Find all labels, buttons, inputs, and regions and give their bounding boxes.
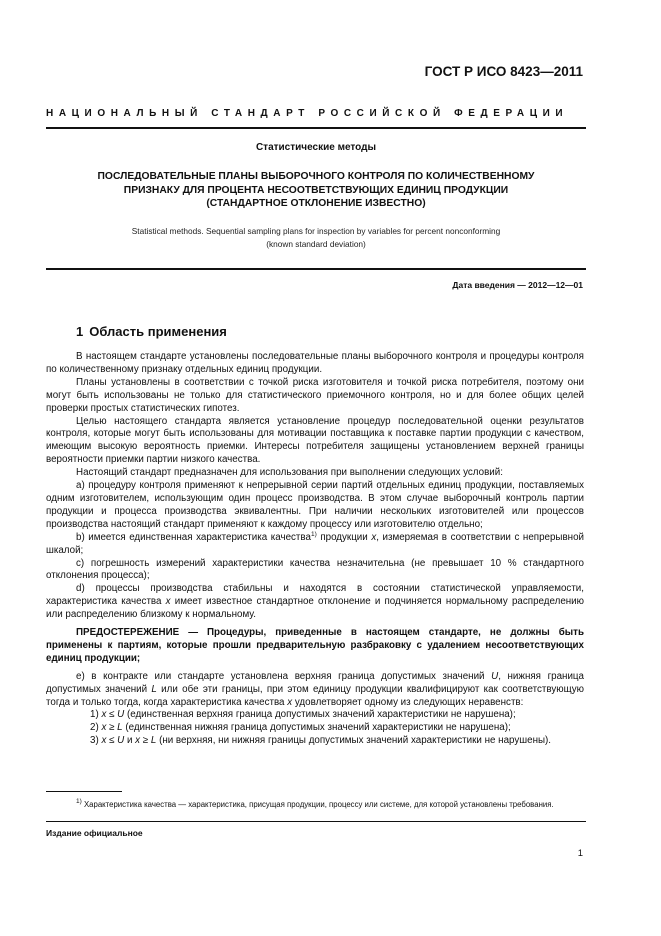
footnote-rule	[46, 791, 122, 792]
inequality-2: 2) x ≥ L (единственная нижняя граница допустимых значений характеристики не нарушена);	[90, 722, 511, 734]
paragraph: Целью настоящего стандарта является установление процедур последовательной оценки результатов контроля, которые могут быть использованы для мотивации поставщика к поставке партии продукции с качеством, имеющим высокую вероятность приемки. Интересы потребителя защищены установлением верхней границы вероятности приемки партии низкого качества.	[46, 415, 584, 466]
document-number: ГОСТ Р ИСО 8423—2011	[424, 64, 583, 79]
inequality-3: 3) x ≤ U и x ≥ L (ни верхняя, ни нижняя границы допустимых значений характеристики не нарушены).	[90, 735, 552, 747]
title-ru-line: ПОСЛЕДОВАТЕЛЬНЫЕ ПЛАНЫ ВЫБОРОЧНОГО КОНТРОЛЯ ПО КОЛИЧЕСТВЕННОМУ	[97, 171, 535, 182]
main-title-ru	[70, 170, 562, 211]
section-number: 1	[76, 324, 84, 339]
title-ru-line: ПРИЗНАКУ ДЛЯ ПРОЦЕНТА НЕСООТВЕТСТВУЮЩИХ ЕДИНИЦ ПРОДУКЦИИ	[123, 184, 509, 196]
footnote-text: Характеристика качества — характеристика, присущая продукции, процессу или системе, для которой установлены требования.	[81, 800, 554, 809]
paragraph: В настоящем стандарте установлены последовательные планы выборочного контроля и процедуры контроля по количественному признаку отдельных единиц продукции.	[46, 351, 584, 375]
title-en-line: (known standard deviation)	[266, 238, 366, 249]
body-text	[46, 351, 584, 748]
section-heading	[76, 324, 233, 339]
paragraph: Планы установлены в соответствии с точкой риска изготовителя и точкой риска потребителя, поэтому они могут быть использованы не только для статистического приемочного контроля, но и для более общих целей проверки простых статистических гипотез.	[46, 376, 584, 414]
warning-paragraph: ПРЕДОСТЕРЕЖЕНИЕ — Процедуры, приведенные в настоящем стандарте, не должны быть применены к партиям, которые прошли предварительную разбраковку с удалением несоответствующих единиц продукции;	[46, 627, 584, 664]
series-title: Статистические методы	[255, 142, 377, 153]
official-rule	[46, 821, 586, 822]
list-item-e: е) в контракте или стандарте установлена верхняя граница допустимых значений U, нижняя граница допустимых значений L или обе эти границы, при этом единицу продукции квалифицируют как соответствующую тогда и только тогда, когда характеристика качества x удовлетворяет одному из следующих неравенств:	[46, 670, 584, 708]
inequality-1: 1) x ≤ U (единственная верхняя граница допустимых значений характеристики не нарушена);	[90, 709, 516, 721]
footnote-mark: 1)	[76, 798, 82, 805]
standard-header-band: НАЦИОНАЛЬНЫЙ СТАНДАРТ РОССИЙСКОЙ ФЕДЕРАЦИИ	[46, 108, 569, 119]
list-item-c: c) погрешность измерений характеристики качества незначительна (не превышает 10 % стандартного отклонения процесса);	[46, 557, 584, 582]
paragraph: Настоящий стандарт предназначен для использования при выполнении следующих условий:	[76, 467, 503, 479]
title-ru-line: (СТАНДАРТНОЕ ОТКЛОНЕНИЕ ИЗВЕСТНО)	[206, 198, 426, 209]
list-item-d: d) процессы производства стабильны и находятся в состоянии статистической управляемости, характеристика качества x имеет известное стандартное отклонение и подчиняется нормальному распределению или распределению близкому к нормальному.	[46, 583, 584, 621]
main-title-en	[60, 225, 572, 250]
title-en-line: Statistical methods. Sequential sampling plans for inspection by variables for percent nonconforming	[131, 226, 501, 236]
header-rule	[46, 127, 586, 129]
list-item-b: b) имеется единственная характеристика качества$^{1)}$ продукции x, измеряемая в соответствии с непрерывной шкалой;	[46, 530, 584, 556]
footnote-ref: 1)	[310, 530, 317, 538]
official-edition: Издание официальное	[46, 828, 143, 838]
page-number: 1	[577, 848, 583, 859]
footnote	[46, 799, 584, 810]
list-item-a: а) процедуру контроля применяют к непрерывной серии партий отдельных единиц продукции, поставляемых одним изготовителем, использующим один процесс производства. В этом случае выборочный контроль партии продукции и процесса производства эквивалентны. При наличии нескольких изготовителей или процессов производства настоящий стандарт применяют к каждому процессу или изготовителю отдельно;	[46, 480, 584, 530]
introduction-date: Дата введения — 2012—12—01	[452, 280, 583, 290]
title-rule	[46, 268, 586, 270]
section-title-text: Область применения	[89, 324, 227, 339]
